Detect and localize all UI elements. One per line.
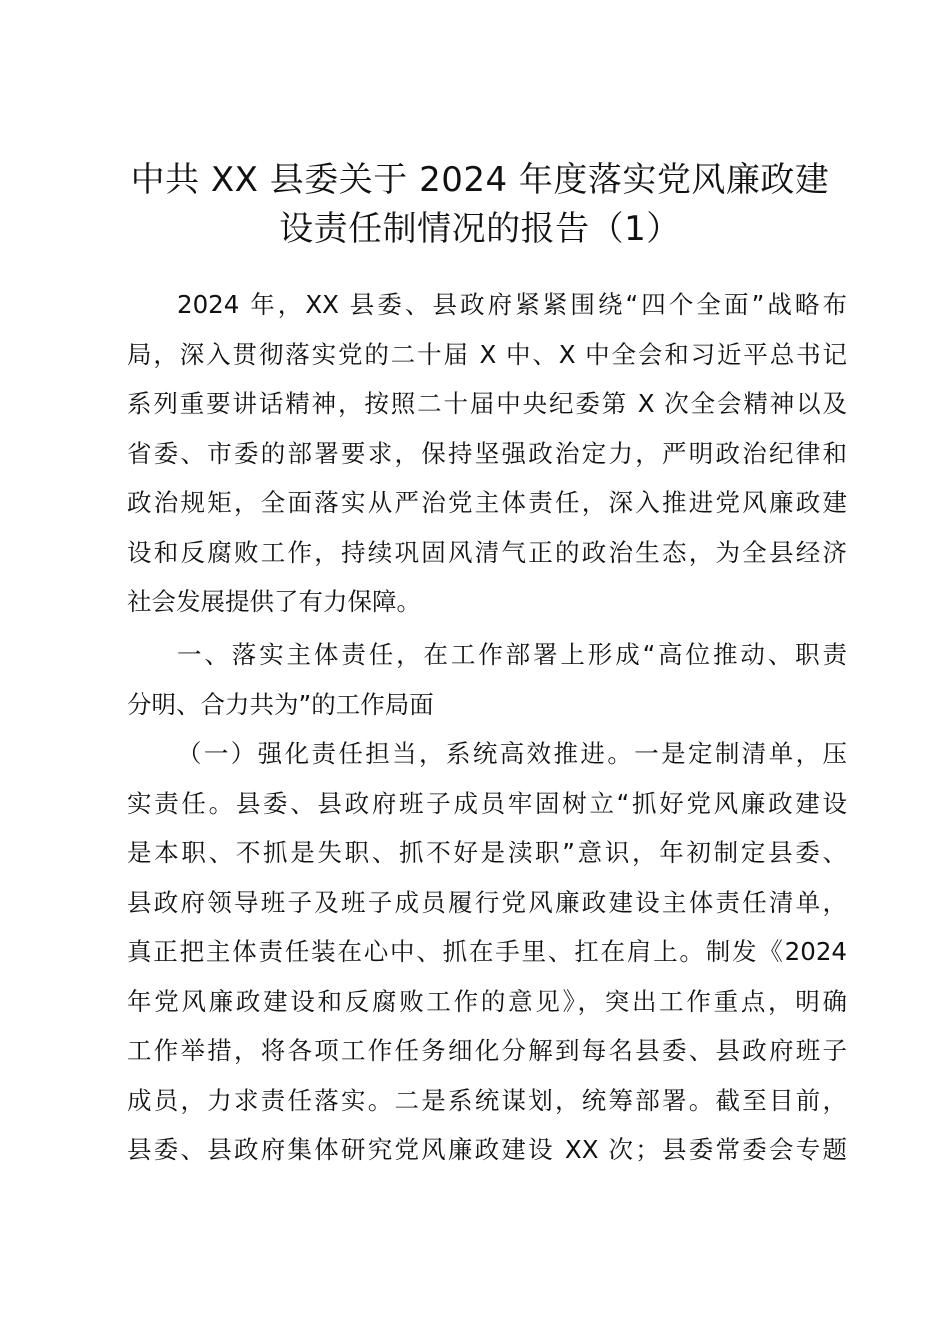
paragraph-line: 县委、县政府集体研究党风廉政建设 XX 次；县委常委会专题 [127,1135,847,1164]
paragraph-line: 成员，力求责任落实。二是系统谋划，统筹部署。截至目前， [127,1085,847,1115]
paragraph-line: 系列重要讲话精神，按照二十届中央纪委第 X 次全会精神以及 [127,389,847,418]
paragraph-line: 2024 年，XX 县委、县政府紧紧围绕“四个全面”战略布 [177,290,847,319]
heading-line: 分明、合力共为”的工作局面 [127,689,434,719]
paragraph-line: 真正把主体责任装在心中、抓在手里、扛在肩上。制发《2024 [127,937,847,966]
paragraph-line: 省委、市委的部署要求，保持坚强政治定力，严明政治纪律和 [127,438,847,468]
paragraph-intro [127,280,847,627]
paragraph-line: 局，深入贯彻落实党的二十届 X 中、X 中全会和习近平总书记 [127,339,847,369]
paragraph-line: 是本职、不抓是失职、抓不好是渎职”意识，年初制定县委、 [127,838,847,867]
paragraph-line: （一）强化责任担当，系统高效推进。一是定制清单，压 [177,739,847,768]
paragraph-line: 政治规矩，全面落实从严治党主体责任，深入推进党风廉政建 [127,488,847,517]
paragraph-line: 工作举措，将各项工作任务细化分解到每名县委、县政府班子 [127,1036,847,1065]
document-title-line-1: 中共 XX 县委关于 2024 年度落实党风廉政建 [130,160,830,200]
paragraph-line: 县政府领导班子及班子成员履行党风廉政建设主体责任清单， [127,887,847,917]
heading-line: 一、落实主体责任，在工作部署上形成“高位推动、职责 [177,640,847,669]
paragraph-line: 设和反腐败工作，持续巩固风清气正的政治生态，为全县经济 [127,537,847,567]
section-heading-1 [127,630,847,729]
document-title-line-2: 设责任制情况的报告（1） [279,209,681,249]
paragraph-line: 实责任。县委、县政府班子成员牢固树立“抓好党风廉政建设 [127,788,847,818]
paragraph-line: 年党风廉政建设和反腐败工作的意见》，突出工作重点，明确 [127,986,847,1016]
paragraph-line: 社会发展提供了有力保障。 [127,587,421,616]
paragraph-subsection-1 [127,729,847,1175]
